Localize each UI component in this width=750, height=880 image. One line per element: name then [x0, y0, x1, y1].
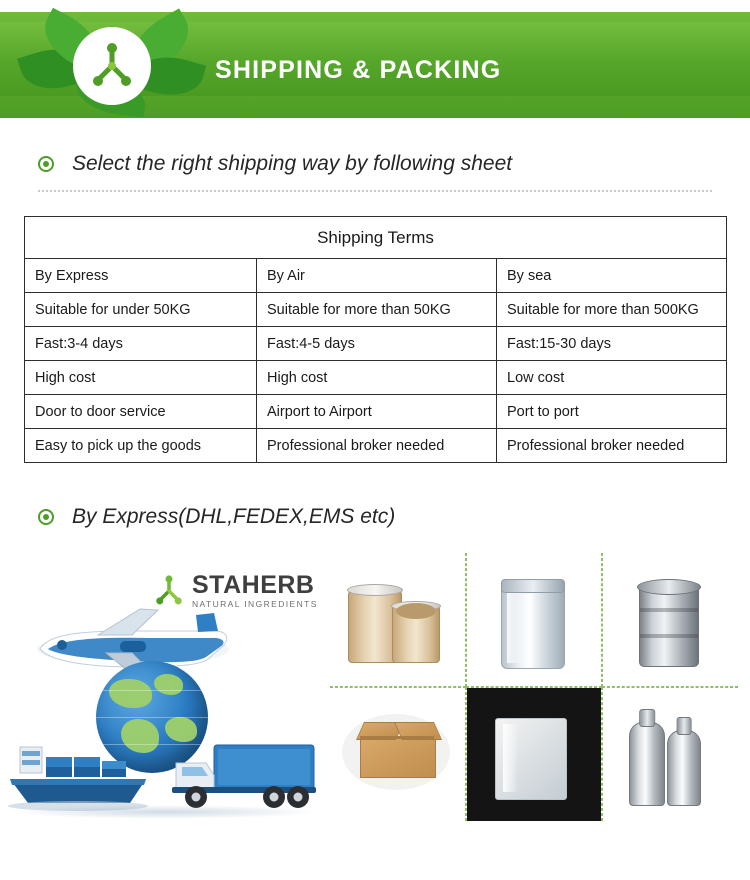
table-cell: High cost	[25, 361, 257, 395]
table-cell: Suitable for under 50KG	[25, 293, 257, 327]
shipping-terms-table-wrap	[24, 216, 726, 463]
table-cell: Fast:3-4 days	[25, 327, 257, 361]
ring-bullet-icon	[38, 156, 54, 172]
cargo-ship-icon	[4, 721, 154, 813]
table-cell: Professional broker needed	[257, 429, 497, 463]
table-cell: Port to port	[497, 395, 727, 429]
page-header	[0, 0, 750, 118]
table-cell: Fast:4-5 days	[257, 327, 497, 361]
table-cell: Low cost	[497, 361, 727, 395]
page-title: SHIPPING & PACKING	[215, 55, 502, 84]
brand-tagline: NATURAL INGREDIENTS	[192, 599, 318, 610]
table-cell: Suitable for more than 500KG	[497, 293, 727, 327]
ring-bullet-icon	[38, 509, 54, 525]
foil-bag-photo	[466, 553, 602, 687]
steel-drum-photo	[602, 553, 738, 687]
table-cell: Suitable for more than 50KG	[257, 293, 497, 327]
table-caption: Shipping Terms	[25, 217, 727, 259]
column-header-sea: By sea	[497, 259, 727, 293]
fiber-drum-photo	[330, 553, 466, 687]
header-title-bar	[215, 44, 645, 96]
logistics-illustration	[0, 553, 330, 821]
heading-divider	[38, 190, 712, 192]
packaging-grid	[330, 553, 738, 821]
table-row	[25, 327, 727, 361]
brand-name: STAHERB	[192, 571, 315, 600]
column-header-air: By Air	[257, 259, 497, 293]
staherb-leaf-logo-icon	[88, 42, 136, 90]
carton-box-photo	[330, 687, 466, 821]
table-cell: High cost	[257, 361, 497, 395]
table-cell: Easy to pick up the goods	[25, 429, 257, 463]
table-cell: Fast:15-30 days	[497, 327, 727, 361]
shipping-way-heading	[0, 152, 750, 176]
floor-reflection	[10, 805, 320, 819]
poly-bag-photo	[466, 687, 602, 821]
table-row	[25, 395, 727, 429]
table-cell: Professional broker needed	[497, 429, 727, 463]
table-row	[25, 361, 727, 395]
media-area	[0, 553, 750, 821]
aluminum-bottle-photo	[602, 687, 738, 821]
table-caption-row	[25, 217, 727, 259]
column-header-express: By Express	[25, 259, 257, 293]
express-title: By Express(DHL,FEDEX,EMS etc)	[72, 505, 396, 528]
table-cell: Door to door service	[25, 395, 257, 429]
table-row	[25, 429, 727, 463]
express-heading	[0, 505, 750, 529]
shipping-terms-table	[24, 216, 727, 463]
header-logo	[18, 12, 208, 112]
shipping-way-title: Select the right shipping way by following sheet	[72, 152, 513, 175]
table-row	[25, 293, 727, 327]
table-header-row	[25, 259, 727, 293]
table-cell: Airport to Airport	[257, 395, 497, 429]
